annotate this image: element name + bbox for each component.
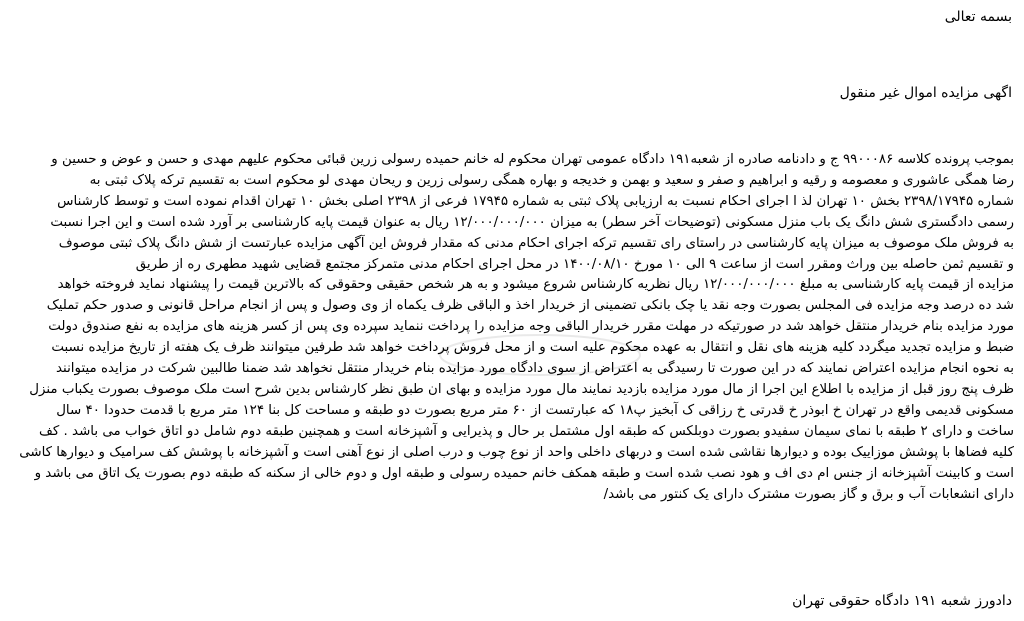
body-line: ظرف پنج روز قبل از مزایده با اطلاع این اجرا از مال مورد مزایده بازدید نمایند مال مورد مزایده و بهای ان طبق نظر کارشناس بدین شرح است ملک موصوف بصورت یکباب منزل xyxy=(29,381,1014,397)
body-line: به نحوه انجام مزایده اعتراض نمایند که در این صورت تا رسیدگی به اعتراض از سوی دادگاه مورد مزایده بنام خریدار منتقل نخواهد شد ضمنا طالبین شرکت در مزایده میتوانند xyxy=(56,361,1014,377)
body-line: به فروش ملک موصوف به میزان پایه کارشناسی در راستای رای تقسیم ترکه اجرای احکام مدنی که مقدار فروش این آگهی مزایده عبارتست از شش دانگ پلاک ثبتی موصوف xyxy=(58,235,1014,251)
body-line: ساخت و دارای ۲ طبقه با نمای سیمان سفیدو بصورت دوبلکس که طبقه اول مشتمل بر حال و پذیرایی و آشپزخانه است و همچنین طبقه دوم شامل دو اتاق خواب می باشد . کف xyxy=(39,423,1014,439)
body-line: شماره ۲۳۹۸/۱۷۹۴۵ بخش ۱۰ تهران لذ ا اجرای احکام نسبت به ارزیابی پلاک ثبتی به شماره ۱۷۹۴۵ فرعی از ۲۳۹۸ اصلی بخش ۱۰ تهران اقدام نموده است و توسط کارشناس xyxy=(57,193,1014,209)
body-line: رسمی دادگستری شش دانگ یک باب منزل مسکونی (توضیحات آخر سطر) به میزان ۱۲/۰۰۰/۰۰۰/۰۰۰ ریال به عنوان قیمت پایه کارشناسی بر آورد شده است و این اجرا نسبت xyxy=(50,214,1014,230)
body-line: مورد مزایده بنام خریدار منتقل خواهد شد در صورتیکه در مهلت مقرر خریدار الباقی وجه مزایده را پرداخت ننماید سپرده وی پس از کسر هزینه های مزایده به نفع صندوق دولت xyxy=(48,319,1014,335)
body-line: است و کابینت آشپزخانه از جنس ام دی اف و هود نصب شده است و طبقه همکف خانم حمیده رسولی و طبقه اول و دوم خالی از سکنه که طبقه دوم بصورت یک اتاق می باشد و xyxy=(34,465,1014,481)
body-line: و تقسیم ثمن حاصله بین وراث ومقرر است از ساعت ۹ الی ۱۰ مورخ ۱۴۰۰/۰۸/۱۰ در محل اجرای احکام مدنی متمرکز مجتمع قضایی شهید مطهری ره از طریق xyxy=(135,256,1014,272)
body-line: رضا همگی عاشوری و معصومه و رقیه و ابراهیم و صفر و سعید و بهمن و خدیجه و بهاره همگی رسولی زرین و ریحان مهدی لو محکوم است به تقسیم ترکه پلاک ثبتی به xyxy=(89,172,1014,188)
body-line: بموجب پرونده کلاسه ۹۹۰۰۰۸۶ ج و دادنامه صادره از شعبه۱۹۱ دادگاه عمومی تهران محکوم له خانم حمیده رسولی زرین قبائی محکوم علیهم مهدی و حسن و عوض و حسین و xyxy=(51,152,1014,167)
document-signature: دادورز شعبه ۱۹۱ دادگاه حقوقی تهران xyxy=(792,593,1012,609)
document-title: اگهی مزایده اموال غیر منقول xyxy=(839,85,1012,101)
body-line: کلیه فضاها با پوشش موزاییک بوده و دیوارها نقاشی شده است و دربهای داخلی واحد از نوع چوب و درب اصلی از نوع آهنی است و آشپزخانه با پوشش کف سرامیک و دیوارها کاشی xyxy=(19,444,1014,460)
document-header: بسمه تعالی xyxy=(944,9,1012,25)
body-line: مسکونی قدیمی واقع در تهران خ ابوذر خ قدرتی خ رزاقی ک آبخیز پ۱۸ که عبارتست از ۶۰ متر مربع بصورت دو طبقه و مساحت کل بنا ۱۲۴ متر مربع با قدمت حدودا ۴۰ سال xyxy=(56,402,1014,418)
body-line: دارای انشعابات آب و برق و گاز بصورت مشترک دارای یک کنتور می باشد/ xyxy=(603,486,1014,502)
body-line: مزایده از قیمت پایه کارشناسی به مبلغ ۱۲/۰۰۰/۰۰۰/۰۰۰ ریال نظریه کارشناس شروع میشود و به هر شخص حقیقی وحقوقی که بالاترین قیمت را پیشنهاد نماید فروخته خواهد xyxy=(57,277,1014,293)
body-line: شد ده درصد وجه مزایده فی المجلس بصورت وجه نقد یا چک بانکی تضمینی از خریدار اخذ و الباقی ظرف یکماه از وی وصول و پس از انجام مراحل قانونی و صدور حکم تملیک xyxy=(46,298,1014,314)
document-body xyxy=(10,150,1014,505)
body-line: ضبط و مزایده تجدید میگردد کلیه هزینه های نقل و انتقال به عهده محکوم علیه است و از محل فروش پرداخت خواهد شد طرفین میتوانند ظرف یک هفته از تاریخ مزایده نسبت xyxy=(51,340,1014,356)
